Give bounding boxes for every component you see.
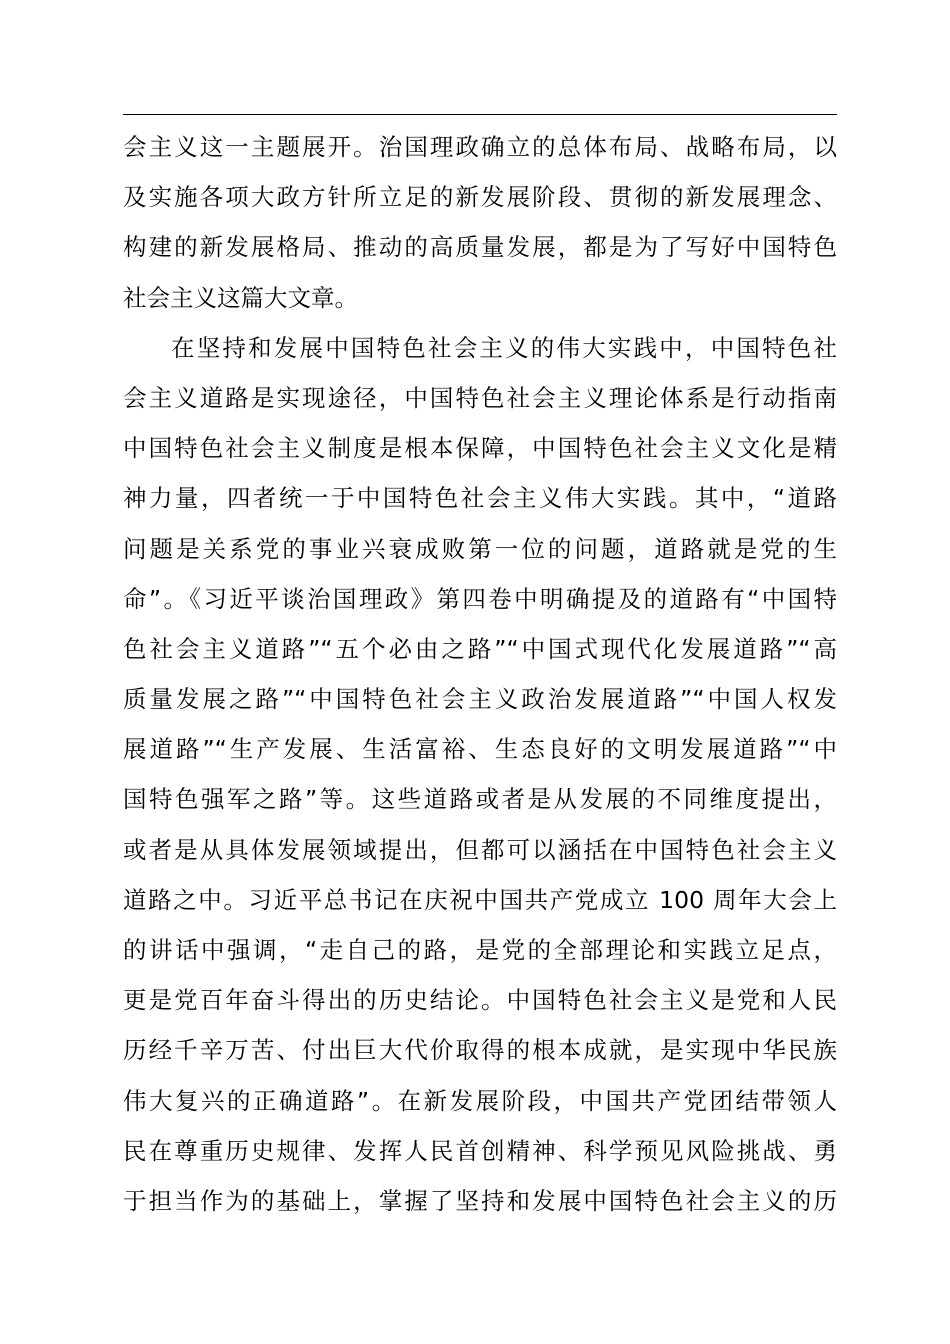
text-line: 神力量，四者统一于中国特色社会主义伟大实践。其中，“道路 bbox=[123, 484, 837, 513]
text-line: 国特色强军之路”等。这些道路或者是从发展的不同维度提出， bbox=[123, 785, 837, 814]
text-line: 质量发展之路”“中国特色社会主义政治发展道路”“中国人权发 bbox=[123, 685, 837, 714]
paragraph-first-line: 在坚持和发展中国特色社会主义的伟大实践中，中国特色社 bbox=[171, 333, 837, 362]
text-line: 问题是关系党的事业兴衰成败第一位的问题，道路就是党的生 bbox=[123, 534, 837, 563]
text-line: 道路之中。习近平总书记在庆祝中国共产党成立 100 周年大会上 bbox=[123, 885, 837, 914]
text-line: 及实施各项大政方针所立足的新发展阶段、贯彻的新发展理念、 bbox=[123, 183, 837, 212]
text-line: 民在尊重历史规律、发挥人民首创精神、科学预见风险挑战、勇 bbox=[123, 1136, 837, 1165]
text-line: 展道路”“生产发展、生活富裕、生态良好的文明发展道路”“中 bbox=[123, 735, 837, 764]
text-line: 的讲话中强调，“走自己的路，是党的全部理论和实践立足点， bbox=[123, 936, 837, 964]
text-line: 会主义道路是实现途径，中国特色社会主义理论体系是行动指南 bbox=[123, 383, 837, 412]
document-body bbox=[123, 122, 837, 1226]
text-line: 中国特色社会主义制度是根本保障，中国特色社会主义文化是精 bbox=[123, 434, 837, 463]
text-line: 会主义这一主题展开。治国理政确立的总体布局、战略布局，以 bbox=[123, 133, 837, 161]
text-line: 命”。《习近平谈治国理政》第四卷中明确提及的道路有“中国特 bbox=[123, 584, 837, 613]
text-line: 色社会主义道路”“五个必由之路”“中国式现代化发展道路”“高 bbox=[123, 634, 837, 663]
text-line: 更是党百年奋斗得出的历史结论。中国特色社会主义是党和人民 bbox=[123, 986, 837, 1015]
header-rule bbox=[123, 114, 837, 115]
text-line: 于担当作为的基础上，掌握了坚持和发展中国特色社会主义的历 bbox=[123, 1186, 837, 1215]
text-line: 或者是从具体发展领域提出，但都可以涵括在中国特色社会主义 bbox=[123, 835, 837, 864]
text-line: 历经千辛万苦、付出巨大代价取得的根本成就，是实现中华民族 bbox=[123, 1036, 837, 1065]
text-line: 伟大复兴的正确道路”。在新发展阶段，中国共产党团结带领人 bbox=[123, 1086, 837, 1115]
text-line: 构建的新发展格局、推动的高质量发展，都是为了写好中国特色 bbox=[123, 233, 837, 262]
text-line: 社会主义这篇大文章。 bbox=[123, 283, 358, 312]
